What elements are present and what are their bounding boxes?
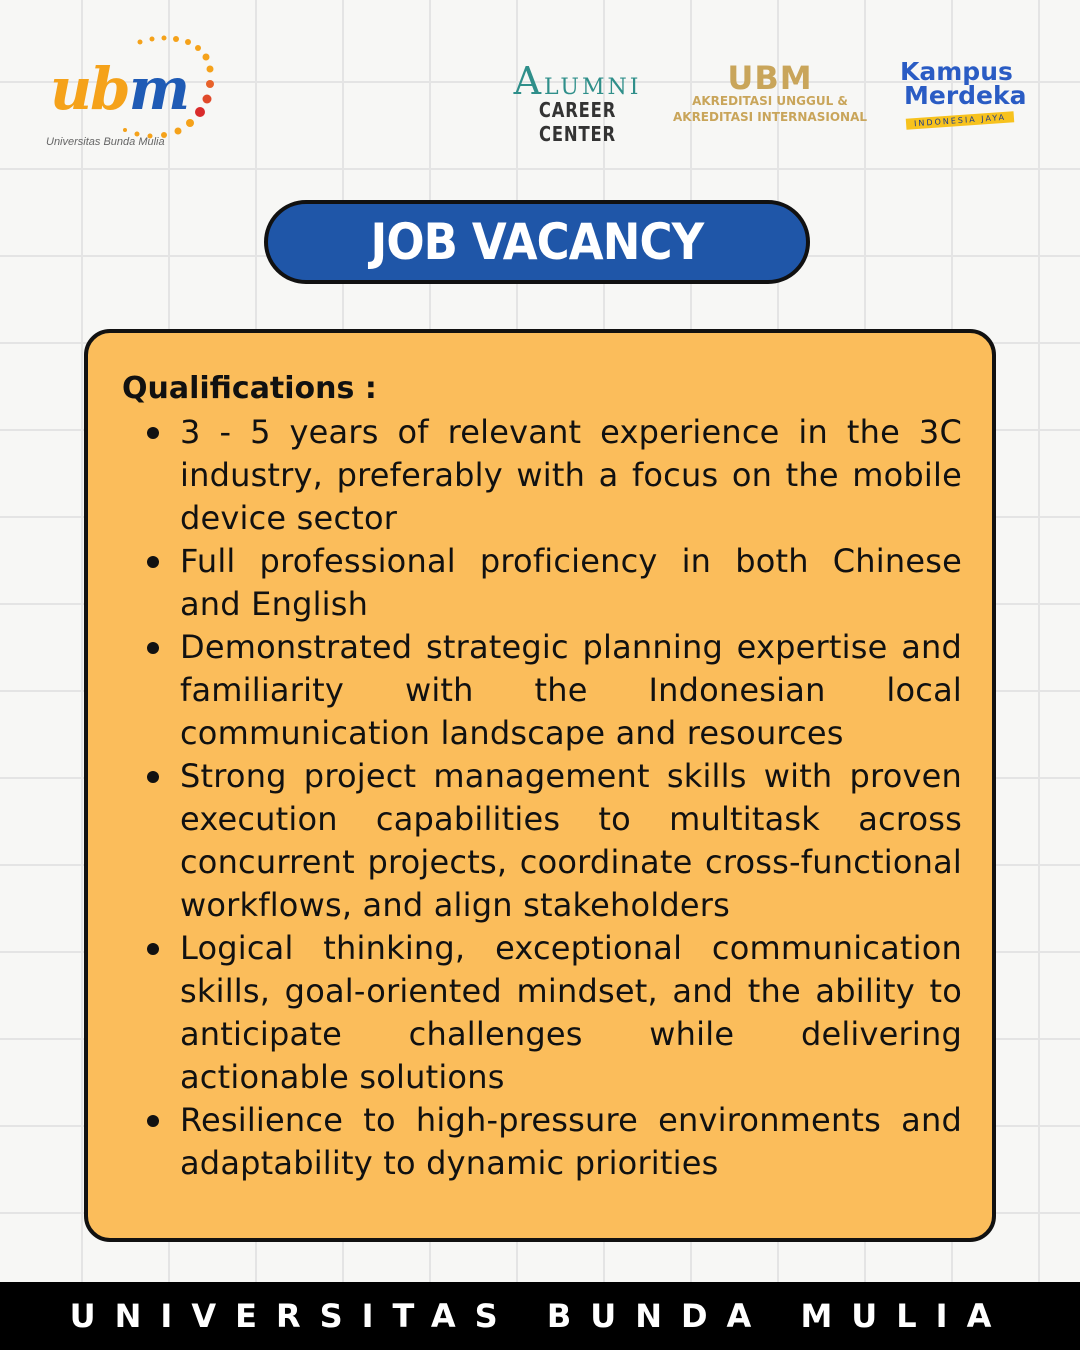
akreditasi-logo xyxy=(665,59,875,125)
qualification-item: Demonstrated strategic planning expertise and familiarity with the Indonesian local communication landscape and resources xyxy=(180,626,962,755)
kampus-merdeka-logo xyxy=(900,57,1040,128)
alumni-career-center-logo xyxy=(510,59,645,146)
title-banner xyxy=(264,200,810,284)
page-title: JOB VACANCY xyxy=(370,213,704,271)
indonesia-jaya-ribbon: INDONESIA JAYA xyxy=(906,111,1015,130)
akreditasi-ubm-text: UBM xyxy=(727,59,813,97)
qualifications-card xyxy=(84,329,996,1242)
ubm-logo-wordmark: ubm xyxy=(50,55,189,123)
footer-bar xyxy=(0,1282,1080,1350)
qualification-item: 3 - 5 years of relevant experience in the 3C industry, preferably with a focus on the mobile device sector xyxy=(180,411,962,540)
qualification-item: Resilience to high-pressure environments and adaptability to dynamic priorities xyxy=(180,1099,962,1185)
alumni-wordmark: ALUMNI xyxy=(513,59,642,103)
qualification-item: Full professional proficiency in both Chinese and English xyxy=(180,540,962,626)
merdeka-text: Merdeka xyxy=(904,80,1027,110)
qualification-item: Strong project management skills with proven execution capabilities to multitask across concurrent projects, coordinate cross-functional workflows, and align stakeholders xyxy=(180,755,962,927)
footer-text: UNIVERSITAS BUNDA MULIA xyxy=(69,1297,1011,1335)
qualifications-heading: Qualifications : xyxy=(122,371,377,406)
kampus-text: Kampus xyxy=(900,57,1013,86)
career-center-wordmark: CAREER CENTER xyxy=(538,98,617,146)
qualifications-list xyxy=(144,411,962,1185)
qualification-item: Logical thinking, exceptional communication skills, goal-oriented mindset, and the ability to anticipate challenges while delivering actionable solutions xyxy=(180,927,962,1099)
ubm-logo-subtitle: Universitas Bunda Mulia xyxy=(46,136,165,148)
akreditasi-line-1: AKREDITASI UNGGUL & xyxy=(692,94,848,108)
ubm-logo xyxy=(40,30,220,150)
akreditasi-line-2: AKREDITASI INTERNASIONAL xyxy=(672,109,868,124)
